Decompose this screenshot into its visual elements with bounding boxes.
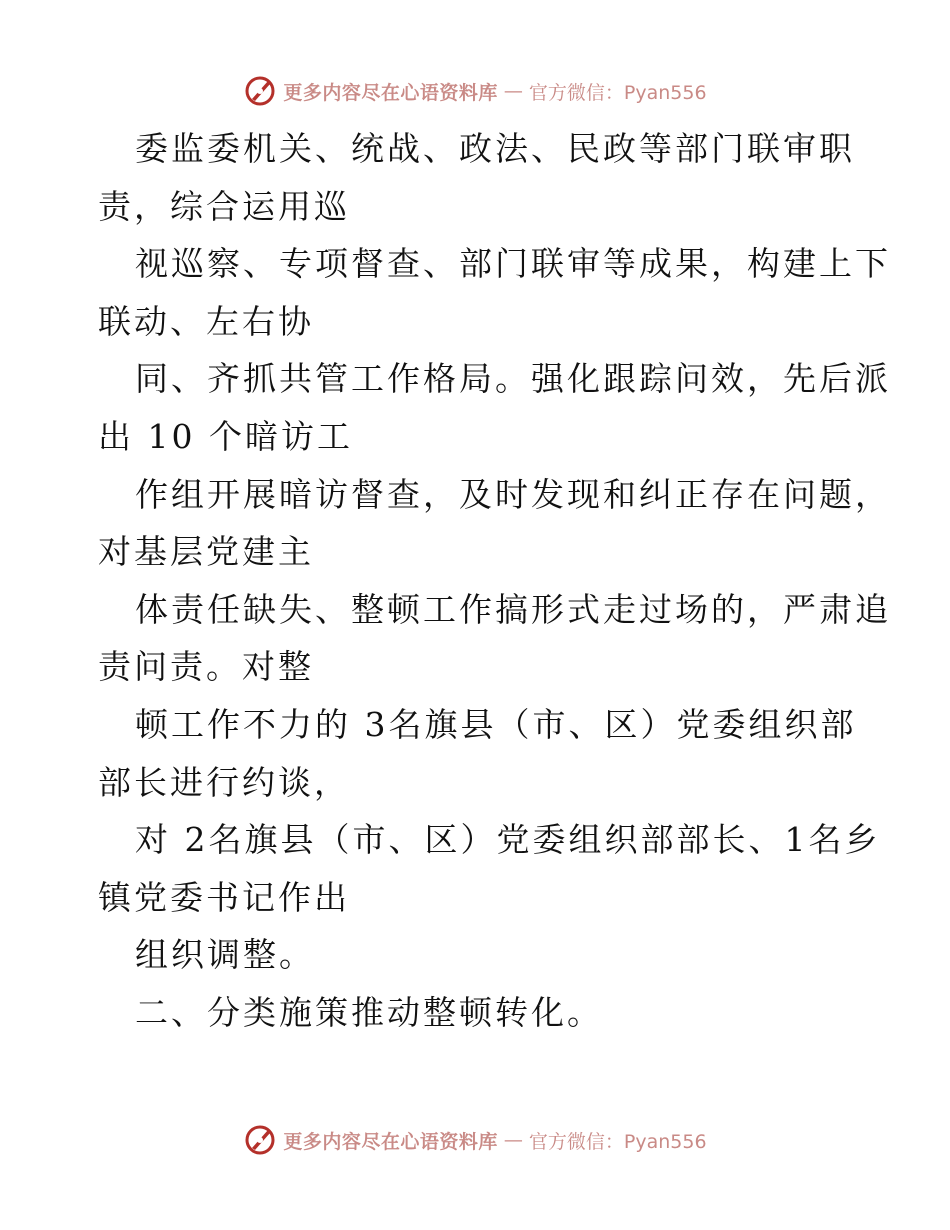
watermark-text: 更多内容尽在心语资料库: [283, 81, 498, 104]
text-line: 顿工作不力的 3名旗县（市、区）党委组织部: [135, 704, 857, 744]
text-line: 责，综合运用巡: [98, 186, 350, 226]
text-line: 组织调整。: [135, 935, 315, 975]
header-watermark: [0, 71, 950, 111]
watermark-wechat: 官方微信：Pyan556: [528, 1130, 707, 1153]
quill-circle-icon: [243, 74, 277, 108]
text-line: 委监委机关、统战、政法、民政等部门联审职: [135, 129, 855, 168]
watermark-separator: —: [503, 1129, 523, 1151]
watermark-wechat: 官方微信：Pyan556: [528, 81, 707, 104]
document-body: [98, 120, 891, 1042]
text-line: 同、齐抓共管工作格局。强化跟踪问效，先后派: [135, 359, 891, 399]
watermark-separator: —: [503, 80, 523, 102]
section-heading: 二、分类施策推动整顿转化。: [135, 992, 603, 1032]
text-line: 视巡察、专项督查、部门联审等成果，构建上下: [135, 244, 891, 284]
text-line: 作组开展暗访督查，及时发现和纠正存在问题，: [135, 474, 891, 514]
text-line: 对 2名旗县（市、区）党委组织部部长、1名乡: [135, 820, 881, 860]
text-line: 出 10 个暗访工: [98, 416, 353, 456]
text-line: 部长进行约谈，: [98, 762, 350, 802]
text-line: 联动、左右协: [98, 301, 314, 341]
text-line: 体责任缺失、整顿工作搞形式走过场的，严肃追: [135, 589, 891, 629]
footer-watermark: [0, 1120, 950, 1160]
watermark-text: 更多内容尽在心语资料库: [283, 1130, 498, 1153]
quill-circle-icon: [243, 1123, 277, 1157]
text-line: 镇党委书记作出: [98, 877, 350, 917]
text-line: 责问责。对整: [98, 647, 314, 687]
text-line: 对基层党建主: [98, 532, 314, 572]
